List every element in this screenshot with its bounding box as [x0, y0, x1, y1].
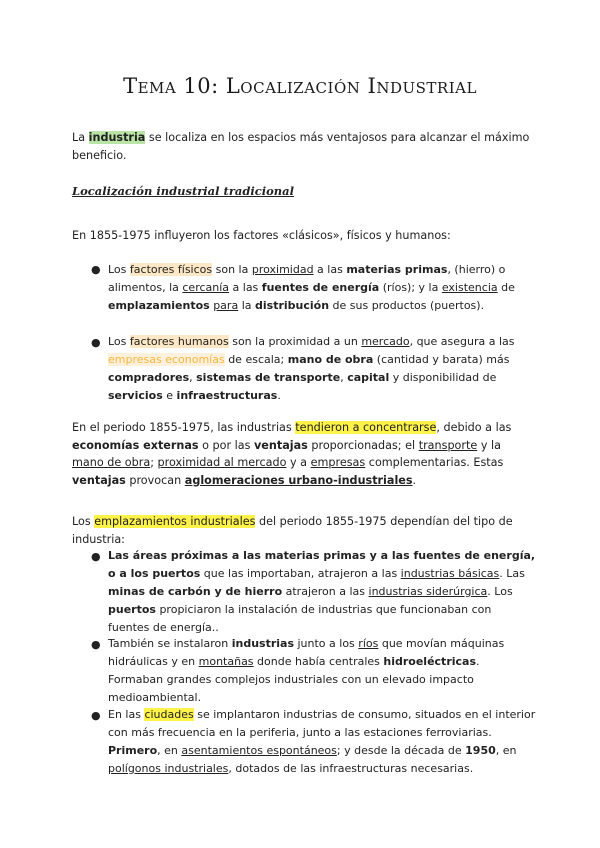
bullet-marker: ●	[91, 336, 101, 349]
bullet-marker: ●	[91, 263, 101, 276]
text-run: Los	[108, 335, 130, 348]
text-run: asentamientos espontáneos	[181, 744, 337, 757]
text-run: puertos	[108, 603, 156, 616]
text-run: minas de carbón y de hierro	[108, 585, 283, 598]
text-run: factores físicos	[129, 263, 213, 276]
text-run: existencia	[441, 281, 498, 294]
text-run: proximidad	[251, 263, 314, 276]
text-run: proximidad al mercado	[157, 456, 287, 469]
text-run: emplazamientos	[108, 299, 210, 312]
text-run: , debido a las	[436, 421, 512, 434]
text-run: aglomeraciones urbano-industriales	[184, 473, 413, 487]
text-run: . Formaban grandes complejos industriales con un elevado impacto medioambiental.	[108, 655, 480, 704]
text-run: ventajas	[254, 438, 308, 452]
text-run: que las importaban, atrajeron a las	[200, 567, 401, 580]
text-run: , (hierro) o alimentos, la	[108, 263, 506, 294]
text-run: compradores	[108, 371, 190, 384]
text-run: (ríos); y la	[379, 281, 442, 294]
text-run: empresas	[310, 456, 366, 469]
text-run: ,	[340, 371, 348, 384]
text-run: complementarias. Estas	[365, 456, 504, 469]
text-run: mano de obra	[72, 456, 151, 469]
section-heading: Localización industrial tradicional	[72, 184, 294, 198]
text-run: la	[238, 299, 255, 312]
list-item-human-factors	[108, 333, 536, 405]
period-paragraph	[72, 419, 534, 489]
text-run: o por las	[198, 438, 255, 452]
text-run: factores humanos	[129, 335, 229, 348]
text-run: .	[277, 389, 281, 402]
text-run: se localiza en los espacios más ventajosos para alcanzar el máximo beneficio.	[72, 131, 530, 162]
text-run: distribución	[255, 299, 330, 312]
text-run: capital	[347, 371, 390, 384]
text-run: Los	[108, 263, 130, 276]
text-run: industrias	[231, 637, 294, 650]
bullet-marker: ●	[91, 550, 101, 563]
page-title: Tema 10: Localización Industrial	[123, 74, 477, 98]
text-run: hidroeléctricas	[383, 655, 477, 668]
text-run: En el periodo 1855-1975, las industrias	[72, 421, 296, 434]
factors-intro: En 1855-1975 influyeron los factores «clásicos», físicos y humanos:	[72, 229, 451, 242]
text-run: provocan	[125, 473, 185, 487]
text-run: materias primas	[346, 263, 448, 276]
text-run: Los	[72, 515, 95, 528]
text-run: , que asegura a las	[409, 335, 515, 348]
text-run: ciudades	[144, 708, 194, 721]
text-run: . Los	[487, 585, 513, 598]
text-run: , dotados de las infraestructuras necesarias.	[228, 762, 474, 775]
text-run: de escala;	[224, 353, 288, 366]
list-item-cities	[108, 706, 536, 778]
text-run: industrias básicas	[400, 567, 500, 580]
text-run: son la proximidad a un	[228, 335, 362, 348]
bullet-marker: ●	[91, 638, 101, 651]
text-run: industrias siderúrgica	[368, 585, 488, 598]
text-run: mano de obra	[287, 353, 374, 366]
text-run: .	[412, 473, 417, 487]
text-run: Las áreas próximas a las materias primas y a las fuentes de energía, o a los puertos	[108, 549, 536, 580]
text-run: que movían máquinas hidráulicas y en	[108, 637, 505, 668]
emplacements-paragraph	[72, 513, 534, 548]
text-run: fuentes de energía	[261, 281, 380, 294]
text-run: Primero	[108, 744, 158, 757]
text-run: proporcionadas; el	[307, 438, 419, 452]
list-item-rivers	[108, 635, 536, 707]
text-run: montañas	[198, 655, 254, 668]
text-run: donde había centrales	[253, 655, 384, 668]
text-run: a las	[229, 281, 262, 294]
text-run: de sus productos (puertos).	[329, 299, 485, 312]
text-run: polígonos industriales	[108, 762, 229, 775]
text-run: son la	[212, 263, 252, 276]
text-run: . Las	[499, 567, 525, 580]
text-run: ventajas	[72, 473, 126, 487]
text-run: infraestructuras	[176, 389, 278, 402]
text-run: , en	[495, 744, 517, 757]
text-run: y disponibilidad de	[389, 371, 497, 384]
text-run: economías externas	[72, 438, 199, 452]
text-run: ,	[189, 371, 197, 384]
text-run: y la	[477, 438, 501, 452]
highlight-industria: industria	[88, 131, 146, 144]
text-run: servicios	[108, 389, 163, 402]
text-run: junto a los	[294, 637, 359, 650]
list-item-raw-materials	[108, 547, 536, 637]
text-run: emplazamientos industriales	[94, 515, 256, 528]
text-run: La	[72, 131, 89, 144]
text-run: ; y desde la década de	[336, 744, 466, 757]
text-run: para	[213, 299, 239, 312]
intro-paragraph	[72, 129, 534, 164]
text-run: propiciaron la instalación de industrias que funcionaban con fuentes de energía..	[108, 603, 492, 634]
text-run: e	[162, 389, 177, 402]
text-run: atrajeron a las	[282, 585, 369, 598]
text-run: ;	[150, 456, 158, 469]
text-run: (cantidad y barata) más	[373, 353, 510, 366]
text-run: de	[497, 281, 515, 294]
text-run: En las	[108, 708, 145, 721]
text-run: mercado	[361, 335, 410, 348]
text-run: a las	[313, 263, 347, 276]
text-run: cercanía	[182, 281, 230, 294]
text-run: empresas economías	[108, 353, 225, 366]
bullet-marker: ●	[91, 709, 101, 722]
text-run: transporte	[418, 438, 478, 452]
text-run: tendieron a concentrarse	[295, 421, 437, 434]
text-run: del periodo 1855-1975 dependían del tipo de industria:	[72, 515, 513, 546]
text-run: se implantaron industrias de consumo, situados en el interior con más frecuencia en la periferia, junto a las estaciones ferroviarias.	[108, 708, 536, 739]
text-run: sistemas de transporte	[196, 371, 341, 384]
text-run: ríos	[358, 637, 379, 650]
text-run: y a	[286, 456, 311, 469]
text-run: , en	[157, 744, 182, 757]
text-run: También se instalaron	[108, 637, 232, 650]
text-run: 1950	[465, 744, 496, 757]
list-item-physical-factors	[108, 261, 536, 315]
